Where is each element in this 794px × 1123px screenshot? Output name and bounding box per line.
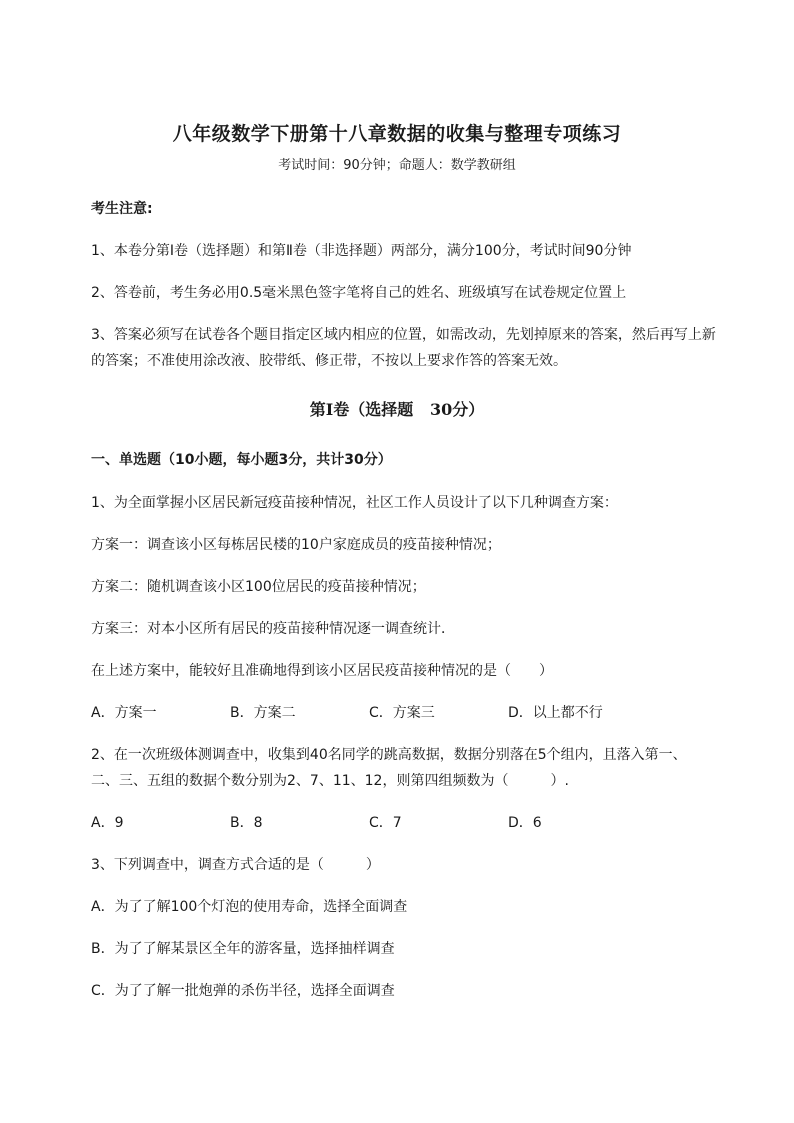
exam-subtitle: 考试时间：90分钟；命题人：数学教研组	[278, 158, 516, 173]
section-title: 第I卷（选择题 30分）	[309, 400, 485, 419]
q1-option-a: A．方案一	[91, 705, 157, 721]
q2-option-a: A．9	[91, 815, 124, 831]
q2-stem-line-1: 2、在一次班级体测调查中，收集到40名同学的跳高数据，数据分别落在5个组内，且落入第一、	[91, 747, 687, 763]
q1-plan-3: 方案三：对本小区所有居民的疫苗接种情况逐一调查统计．	[91, 621, 455, 637]
q2-option-b: B．8	[230, 815, 263, 831]
q1-plan-2: 方案二：随机调查该小区100位居民的疫苗接种情况；	[91, 579, 426, 595]
page-title: 八年级数学下册第十八章数据的收集与整理专项练习	[172, 123, 622, 145]
part-heading: 一、单选题（10小题，每小题3分，共计30分）	[91, 452, 392, 468]
q1-stem: 1、为全面掌握小区居民新冠疫苗接种情况，社区工作人员设计了以下几种调查方案：	[91, 495, 618, 511]
notice-item-3: 3、答案必须写在试卷各个题目指定区域内相应的位置，如需改动，先划掉原来的答案，然后再写上新	[91, 327, 716, 343]
notice-item-2: 2、答卷前，考生务必用0.5毫米黑色签字笔将自己的姓名、班级填写在试卷规定位置上	[91, 285, 627, 301]
q2-option-d: D．6	[508, 815, 542, 831]
notice-item-1: 1、本卷分第I卷（选择题）和第Ⅱ卷（非选择题）两部分，满分100分，考试时间90分钟	[91, 243, 632, 259]
q3-option-c: C．为了了解一批炮弹的杀伤半径，选择全面调查	[91, 983, 395, 999]
q2-stem-line-2: 二、三、五组的数据个数分别为2、7、11、12，则第四组频数为（ ）.	[91, 773, 569, 789]
q1-plan-1: 方案一：调查该小区每栋居民楼的10户家庭成员的疫苗接种情况；	[91, 537, 501, 553]
q3-option-a: A．为了了解100个灯泡的使用寿命，选择全面调查	[91, 899, 408, 915]
q1-option-d: D．以上都不行	[508, 705, 603, 721]
q3-option-b: B．为了了解某景区全年的游客量，选择抽样调查	[91, 941, 395, 957]
q1-option-c: C．方案三	[369, 705, 435, 721]
q1-question: 在上述方案中，能较好且准确地得到该小区居民疫苗接种情况的是（ ）	[91, 663, 553, 679]
q3-stem: 3、下列调查中，调查方式合适的是（ ）	[91, 857, 380, 873]
notice-heading: 考生注意:	[91, 201, 153, 217]
notice-item-3-continued: 的答案；不准使用涂改液、胶带纸、修正带，不按以上要求作答的答案无效。	[91, 353, 567, 369]
q2-option-c: C．7	[369, 815, 402, 831]
q1-option-b: B．方案二	[230, 705, 296, 721]
